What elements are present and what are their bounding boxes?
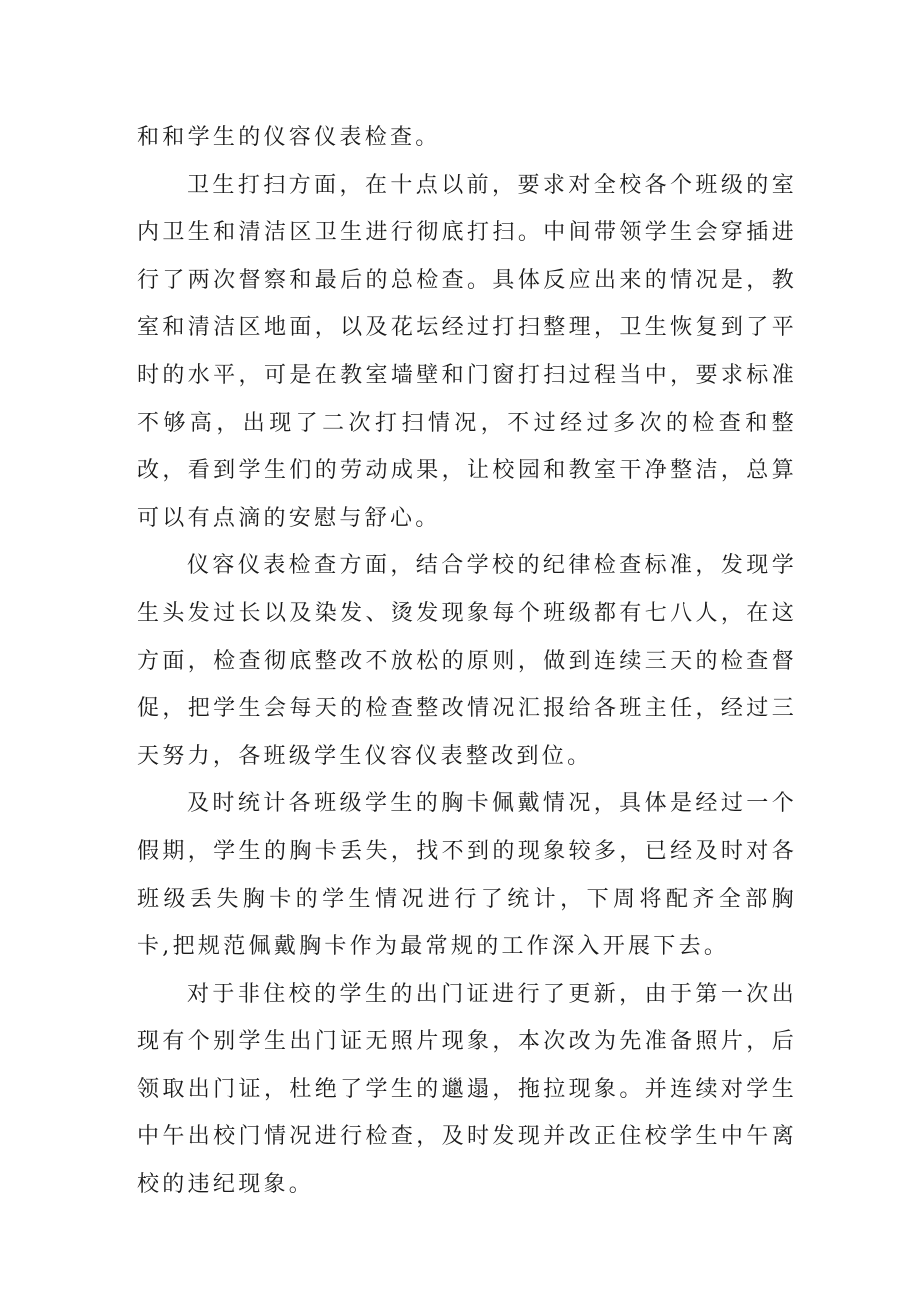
paragraph-continuation: 和和学生的仪容仪表检查。 bbox=[137, 125, 441, 150]
paragraph-appearance-check: 仪容仪表检查方面，结合学校的纪律检查标准，发现学生头发过长以及染发、烫发现象每个班级都有七八人，在这方面，检查彻底整改不放松的原则，做到连续三天的检查督促，把学生会每天的检查整改情况汇报给各班主任，经过三天努力，各班级学生仪容仪表整改到位。 bbox=[137, 553, 797, 769]
paragraph-exit-pass: 对于非住校的学生的出门证进行了更新，由于第一次出现有个别学生出门证无照片现象，本次改为先准备照片，后领取出门证，杜绝了学生的邋遢，拖拉现象。并连续对学生中午出校门情况进行检查，及时发现并改正住校学生中午离校的违纪现象。 bbox=[137, 981, 797, 1198]
paragraph-sanitation: 卫生打扫方面，在十点以前，要求对全校各个班级的室内卫生和清洁区卫生进行彻底打扫。中间带领学生会穿插进行了两次督察和最后的总检查。具体反应出来的情况是，教室和清洁区地面，以及花坛经过打扫整理，卫生恢复到了平时的水平，可是在教室墙壁和门窗打扫过程当中，要求标准不够高，出现了二次打扫情况，不过经过多次的检查和整改，看到学生们的劳动成果，让校园和教室干净整洁，总算可以有点滴的安慰与舒心。 bbox=[137, 172, 797, 531]
paragraph-badge-statistics: 及时统计各班级学生的胸卡佩戴情况，具体是经过一个假期，学生的胸卡丢失，找不到的现象较多，已经及时对各班级丢失胸卡的学生情况进行了统计，下周将配齐全部胸卡,把规范佩戴胸卡作为最常规的工作深入开展下去。 bbox=[137, 791, 797, 960]
document-body bbox=[137, 114, 797, 1209]
